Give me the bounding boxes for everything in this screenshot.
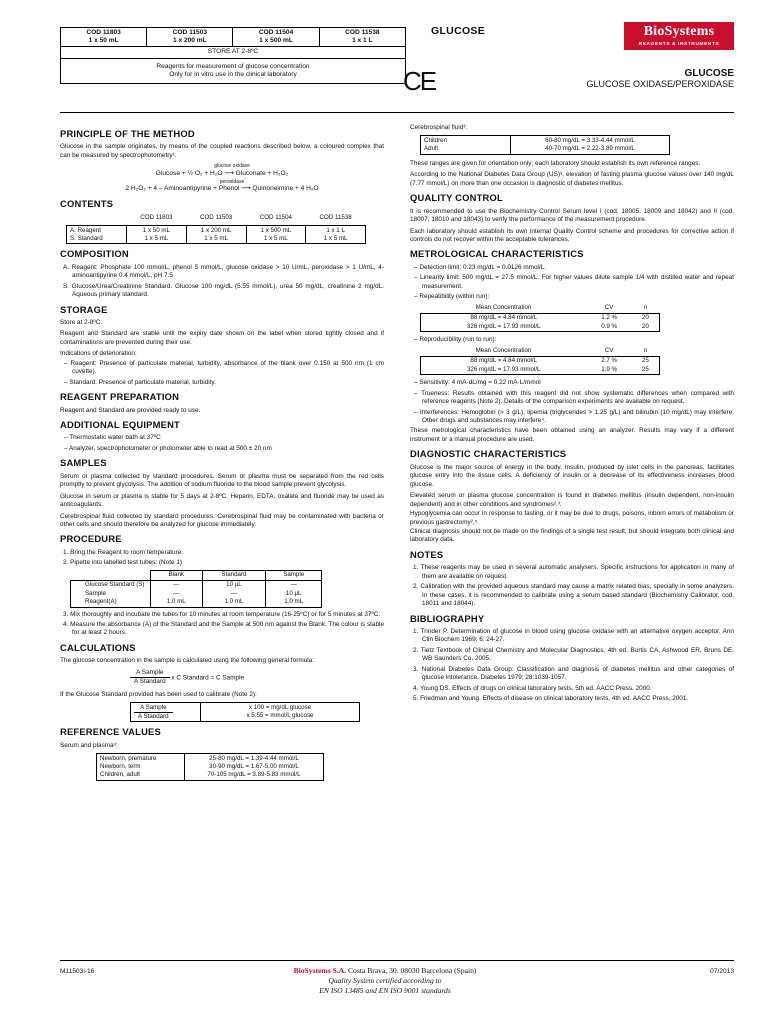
- list-item: 2. Calibration with the provided aqueous standard may cause a matrix related bias, specially in some analyzers. In these cases, it is recommended to calibrate using a serum based standard (Biochemistry Calibrator, cod. 18011 and 18044).: [413, 583, 734, 608]
- repeatability-table: Mean Concentration CV n 88 mg/dL = 4.84 mmol/L 326 mg/dL = 17.93 mmol/L 1.2 % 0.9 % 20 20: [420, 304, 660, 333]
- list-item: S. Glucose/Urea/Creatinine Standard. Glucose 100 mg/dL (5.55 mmol/L), urea 50 mg/dL, creatinine 2 mg/dL. Aqueous primary standard.: [63, 282, 384, 299]
- list-item: 2. Pipette into labelled test tubes: (Note 1): [63, 559, 183, 567]
- codes-table: [60, 27, 406, 84]
- reference-table: Newborn, premature Newborn, term Children, adult 25-80 mg/dL = 1.39-4.44 mmol/L 30-90 mg/dL = 1.67-5.00 mmol/L 70-105 mg/dL = 3.89-5.83 mmol/L: [96, 753, 324, 781]
- header-divider: [60, 112, 734, 113]
- list-item: – Standard: Presence of particulate material, turbidity.: [64, 378, 216, 386]
- paragraph: Glucose in the sample originates, by means of the coupled reactions described below, a coloured complex that can be measured by spectrophotometry¹.: [60, 143, 384, 159]
- list-item: – Sensitivity: 4 mA·dL/mg = 0.22 mA·L/mmol: [414, 379, 541, 387]
- list-item: 4. Measure the absorbance (A) of the Standard and the Sample at 500 nm against the Blank. The colour is stable for at least 2 hours.: [63, 620, 384, 637]
- ce-mark-icon: CE: [403, 66, 436, 96]
- paragraph: Each laboratory should establish its own internal Quality Control scheme and procedures for corrective action if controls do not recover within the acceptable tolerances.: [410, 227, 734, 243]
- section-heading: PROCEDURE: [60, 533, 122, 545]
- section-heading: DIAGNOSTIC CHARACTERISTICS: [410, 448, 567, 460]
- paragraph: The glucose concentration in the sample is calculated using the following general formula:: [60, 657, 314, 665]
- document-code: M11503i-16: [60, 968, 95, 975]
- list-item: A. Reagent: Phosphate 100 mmol/L, phenol 5 mmol/L, glucose oxidase > 10 U/mL, peroxidase > 1 U/mL, 4-aminoantipyrine 0.4 mmol/L, pH 7.5: [63, 263, 384, 280]
- paragraph: Glucose in serum or plasma is stable for 5 days at 2-8ºC. Heparin, EDTA, oxalate and fluoride may be used as anticoagulants.: [60, 492, 384, 509]
- section-heading: SAMPLES: [60, 457, 107, 469]
- list-item: 1. Trinder P. Determination of glucose in blood using glucose oxidase with an alternative oxygen acceptor. Ann Clin Biochem 1969; 6: 24-27.: [413, 627, 734, 644]
- list-item: 1. These reagents may be used in several automatic analysers. Specific instructions for application in many of them are available on request.: [413, 564, 734, 580]
- list-item: – Thermostatic water bath at 37ºC: [64, 434, 161, 442]
- paragraph: Serum and plasma³:: [60, 741, 118, 749]
- section-heading: CONTENTS: [60, 197, 114, 209]
- list-item: 2. Tietz Textbook of Clinical Chemistry and Molecular Diagnostics, 4th ed. Burtis CA, Ashwood ER, Bruns DE. WB Saunders Co, 2005.: [413, 646, 734, 663]
- left-column: [60, 124, 384, 781]
- footer-divider: [60, 960, 734, 961]
- procedure-table: Blank Standard Sample Glucose Standard (S) Sample Reagent(A) — — 1.0 mL 10 µL — 1.0 mL — 10 µL 1.0 mL: [70, 570, 322, 608]
- paragraph: Glucose is the major source of energy in the body. Insulin, produced by islet cells in the pancreas, facilitates glucose entry into the tissue cells. A deficiency of insulin or a decrease of its effectiveness increases blood glucose.: [410, 463, 734, 488]
- store-cell: STORE AT 2-8ºC: [61, 47, 406, 58]
- paragraph: Cerebrospinal fluid³:: [410, 124, 468, 131]
- list-item: 3. National Diabetes Data Group: Classification and diagnosis of diabetes mellitus and other categories of glucose intolerance. Diabetes 1979; 28:1039-1057.: [413, 665, 734, 682]
- list-item: 3. Mix thoroughly and incubate the tubes for 10 minutes at room temperature (16-25ºC) or for 5 minutes at 37ºC.: [63, 610, 381, 618]
- reproducibility-table: Mean Concentration CV n 88 mg/dL = 4.84 mmol/L 326 mg/dL = 17.93 mmol/L 2.7 % 1.9 % 25 25: [420, 347, 660, 376]
- paragraph: Reagent and Standard are stable until the expiry date shown on the label when stored tightly closed and if contaminations are prevented during their use.: [60, 330, 384, 346]
- list-item: 1. Bring the Reagent to room temperature.: [63, 548, 184, 556]
- right-column: [410, 124, 734, 706]
- list-item: – Reagent: Presence of particulate material, turbidity, absorbance of the blank over 0.150 at 500 nm (1 cm cuvette).: [64, 359, 384, 376]
- section-heading: PRINCIPLE OF THE METHOD: [60, 128, 195, 139]
- document-date: 07/2013: [710, 968, 734, 975]
- section-heading: METROLOGICAL CHARACTERISTICS: [410, 248, 584, 260]
- calc-formula: $\frac{\text{A Sample}}{\text{A Standard}}$ x C Standard = C Sample: [130, 669, 384, 687]
- section-heading: QUALITY CONTROL: [410, 192, 503, 204]
- equation: glucose oxidase Glucose + ½ O₂ + H₂O ⟶ Gluconate + H₂O₂ peroxidase 2 H₂O₂ + 4 – Aminoantipyrine + Phenol ⟶ Quinoneimine + 4 H₂O: [125, 163, 319, 193]
- code-cell: COD 11803 1 x 50 mL: [61, 28, 147, 47]
- csf-table: Children Adult 60-80 mg/dL = 3.33-4.44 mmol/L 40-70 mg/dL = 2.22-3.89 mmol/L: [420, 135, 670, 154]
- list-item: – Interferences: Hemoglobin (> 3 g/L), lipemia (triglycerides > 1.25 g/L) and bilirubin (10 mg/dL) may interfere. Other drugs and substances may interfere⁴.: [414, 408, 734, 425]
- product-name: GLUCOSE: [684, 68, 734, 79]
- section-heading: ADDITIONAL EQUIPMENT: [60, 419, 180, 431]
- list-item: – Linearity limit: 500 mg/dL = 27.5 mmol/L. For higher values dilute sample 1/4 with distilled water and repeat measurement.: [414, 274, 734, 290]
- contents-table: COD 11803 COD 11503 COD 11504 COD 11538 A. Reagent S. Standard 1 x 50 mL 1 x 5 mL 1 x 200 mL 1 x 5 mL 1 x 500 mL 1 x 5 mL 1 x 1 L 1 x 5 mL: [66, 213, 366, 244]
- paragraph: Clinical diagnosis should not be made on the findings of a single test result, but should integrate both clinical and laboratory data.: [410, 527, 734, 544]
- biosystems-logo: BioSystems REAGENTS & INSTRUMENTS: [624, 22, 734, 50]
- paragraph: Serum or plasma collected by standard procedures. Serum or plasma must be separated from the red cells promptly to prevent glycolysis. The addition of sodium fluoride to the blood sample prevent glycolysis.: [60, 472, 384, 489]
- paragraph: If the Glucose Standard provided has been used to calibrate (Note 2):: [60, 690, 257, 698]
- list-item: – Trueness: Results obtained with this reagent did not show systematic differences when compared with reference reagents (Note 2). Details of the comparison experiments are available on request.: [414, 389, 734, 406]
- section-heading: REAGENT PREPARATION: [60, 391, 180, 403]
- calc-table: $\frac{\text{A Sample}}{\text{A Standard}}$ x 100 = mg/dL glucose x 5.55 = mmol/L glucose: [130, 702, 360, 722]
- reagents-cell: Reagents for measurement of glucose concentration Only for in vitro use in the clinical laboratory: [61, 58, 406, 83]
- company-footer: BioSystems S.A. Costa Brava, 30. 08030 Barcelona (Spain) Quality System certified according to EN ISO 13485 and EN ISO 9001 standards: [293, 966, 477, 995]
- section-heading: REFERENCE VALUES: [60, 726, 161, 738]
- section-heading: NOTES: [410, 548, 444, 560]
- list-item: – Reproducibility (run to run):: [414, 336, 497, 344]
- paragraph: These ranges are given for orientation only; each laboratory should establish its own reference ranges.: [410, 159, 701, 167]
- paragraph: Store at 2-8ºC.: [60, 319, 103, 326]
- list-item: – Analyzer, spectrophotometer or photometer able to read at 500 ± 20 nm: [64, 444, 272, 452]
- code-cell: COD 11504 1 x 500 mL: [233, 28, 319, 47]
- code-cell: COD 11503 1 x 200 mL: [147, 28, 233, 47]
- paragraph: These metrological characteristics have been obtained using an analyzer. Results may vary if a different instrument or a manual procedure are used.: [410, 427, 734, 443]
- paragraph: According to the National Diabetes Data Group (US)³, elevation of fasting plasma glucose values over 140 mg/dL (7.77 mmol/L) on more than one occasion is diagnostic of diabetes mellitus.: [410, 171, 734, 187]
- paragraph: Cerebrospinal fluid collected by standard procedures. Cerebrospinal fluid may be contaminated with bacteria or other cells and should therefore be analyzed for glucose immediately.: [60, 512, 384, 529]
- paragraph: Reagent and Standard are provided ready to use.: [60, 406, 201, 414]
- section-heading: CALCULATIONS: [60, 641, 136, 653]
- paragraph: It is recommended to use the Biochemistry Control Serum level I (cod. 18005, 18009 and 18042) and II (cod. 18007, 18010 and 18043) to verify the performance of the measurement procedure.: [410, 207, 734, 224]
- product-subtitle: GLUCOSE OXIDASE/PEROXIDASE: [586, 79, 734, 89]
- section-heading: STORAGE: [60, 303, 108, 315]
- list-item: – Repeatibility (within run):: [414, 293, 490, 301]
- section-heading: COMPOSITION: [60, 248, 129, 260]
- paragraph: Hypoglycemia can occur in response to fasting, or it may be due to drugs, poisons, inborn errors of metabolism or previous gastrectomy²,⁵.: [410, 510, 734, 526]
- list-item: 4. Young DS. Effects of drugs on clinical laboratory tests, 5th ed. AACC Press, 2000.: [413, 684, 652, 692]
- paragraph: Indications of deterioration:: [60, 350, 137, 358]
- list-item: – Detection limit: 0.23 mg/dL = 0.0126 mmol/L.: [414, 263, 547, 271]
- paragraph: Elevated serum or plasma glucose concentration is found in diabetes mellitus (insulin dependent, non-insulin dependent) and in other conditions and syndromes²,³.: [410, 492, 734, 508]
- list-item: 5. Friedman and Young. Effects of disease on clinical laboratory tests, 4th ed. AACC Press, 2001.: [413, 695, 689, 703]
- section-heading: BIBLIOGRAPHY: [410, 612, 485, 624]
- code-cell: COD 11538 1 x 1 L: [319, 28, 405, 47]
- header-title: GLUCOSE: [431, 25, 486, 37]
